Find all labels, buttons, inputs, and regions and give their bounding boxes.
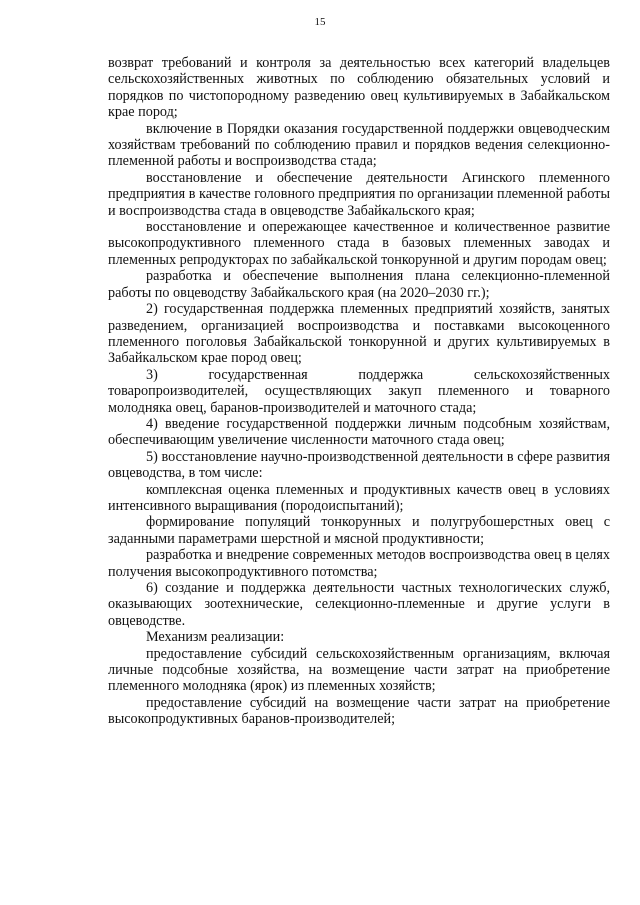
paragraph: разработка и обеспечение выполнения плана селекционно-племенной работы по овцеводству Забайкальского края (на 2020–2030 гг.); <box>108 268 610 301</box>
paragraph: восстановление и обеспечение деятельности Агинского племенного предприятия в качестве головного предприятия по организации племенной работы и воспроизводства стада в овцеводстве Забайкальского края; <box>108 169 610 219</box>
page-number: 15 <box>314 16 326 28</box>
paragraph: 4) введение государственной поддержки личным подсобным хозяйствам, обеспечивающим увеличение численности маточного стада овец; <box>108 415 610 449</box>
paragraph: 3) государственная поддержка сельскохозяйственных товаропроизводителей, осуществляющих закуп племенного и товарного молодняка овец, баранов-производителей и маточного стада; <box>108 366 610 416</box>
paragraph: 6) создание и поддержка деятельности частных технологических служб, оказывающих зоотехнические, селекционно-племенные и другие услуги в овцеводстве. <box>108 580 610 629</box>
document-body <box>108 55 610 728</box>
paragraph: разработка и внедрение современных методов воспроизводства овец в целях получения высокопродуктивного потомства; <box>108 547 610 580</box>
paragraph: восстановление и опережающее качественное и количественное развитие высокопродуктивного племенного стада в базовых племенных заводах и племенных репродукторах по забайкальской тонкорунной и другим породам овец; <box>108 219 610 268</box>
paragraph: предоставление субсидий сельскохозяйственным организациям, включая личные подсобные хозяйства, на возмещение части затрат на приобретение племенного молодняка (ярок) из племенных хозяйств; <box>108 645 610 695</box>
paragraph: 5) восстановление научно-производственной деятельности в сфере развития овцеводства, в том числе: <box>108 448 610 482</box>
paragraph: предоставление субсидий на возмещение части затрат на приобретение высокопродуктивных баранов-производителей; <box>108 694 610 728</box>
paragraph: комплексная оценка племенных и продуктивных качеств овец в условиях интенсивного выращивания (породоиспытаний); <box>108 481 610 514</box>
paragraph: формирование популяций тонкорунных и полугрубошерстных овец с заданными параметрами шерстной и мясной продуктивности; <box>108 514 610 547</box>
paragraph: Механизм реализации: <box>146 629 285 646</box>
paragraph: включение в Порядки оказания государственной поддержки овцеводческим хозяйствам требований по соблюдению правил и порядков ведения селекционно-племенной работы и воспроизводства стада; <box>108 120 610 170</box>
paragraph: возврат требований и контроля за деятельностью всех категорий владельцев сельскохозяйственных животных по соблюдению обязательных условий и порядков по чистопородному разведению овец культивируемых в Забайкальском крае пород; <box>108 55 610 121</box>
paragraph: 2) государственная поддержка племенных предприятий хозяйств, занятых разведением, организацией воспроизводства и поставками высокоценного племенного поголовья Забайкальской тонкорунной и других культивируемых в Забайкальском крае пород овец; <box>108 301 610 367</box>
